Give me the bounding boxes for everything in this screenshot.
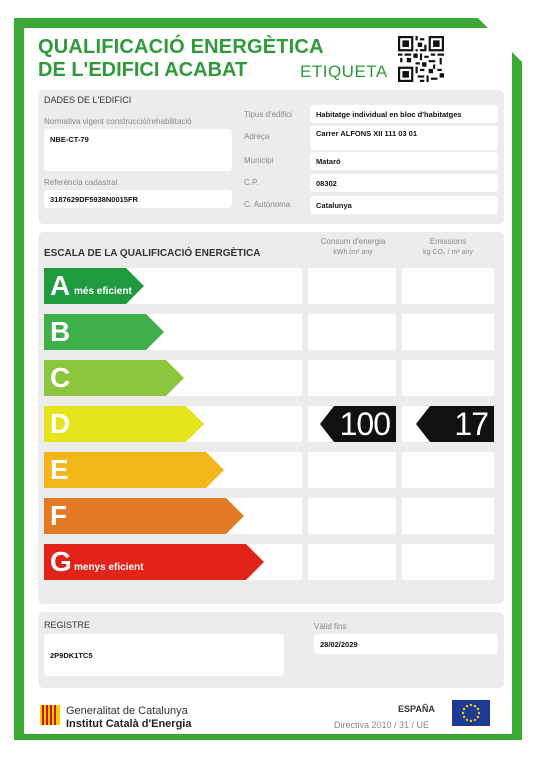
class-letter: E [50, 454, 69, 485]
eu-flag-icon [452, 700, 490, 726]
label-type: ETIQUETA [300, 62, 388, 81]
emissions-header-label: Emissions [429, 237, 467, 246]
eu-star [477, 708, 479, 710]
eu-star [466, 705, 468, 707]
eu-star [470, 704, 472, 706]
adreca-field: Carrer ALFONS XII 111 03 01 [310, 126, 498, 150]
consum-badge-value: 100 [339, 406, 390, 442]
municipi-label: Municipi [244, 156, 274, 165]
ca-label: C. Autònoma [244, 200, 291, 209]
emissions-cell [402, 360, 494, 396]
emissions-header-unit: kg CO₂ / m² any [423, 249, 473, 256]
consum-badge [320, 406, 396, 442]
building-data-title: DADES DE L'EDIFICI [44, 95, 132, 105]
registre-label: REGISTRE [44, 620, 91, 630]
title-line-1: QUALIFICACIÓ ENERGÈTICA [38, 36, 324, 58]
eu-star [474, 719, 476, 721]
country-label: ESPAÑA [398, 704, 435, 714]
energy-scale-panel [38, 232, 504, 604]
registre-panel [38, 612, 504, 688]
emissions-cell [402, 498, 494, 534]
eu-star [477, 716, 479, 718]
title-line-2: DE L'EDIFICI ACABAT [38, 59, 248, 81]
directive-label: Directiva 2010 / 31 / UE [334, 720, 430, 730]
referencia-field: 3187629DF5938N0015FR [44, 190, 232, 208]
eu-star [466, 719, 468, 721]
consum-cell [308, 360, 396, 396]
class-letter: C [50, 362, 71, 393]
consum-cell [308, 314, 396, 350]
ca-field: Catalunya [310, 196, 498, 214]
eu-star [462, 712, 464, 714]
consum-header-label: Consum d'energia [320, 237, 386, 246]
building-data-panel [38, 90, 504, 224]
cp-label: C.P. [244, 178, 259, 187]
emissions-cell [402, 314, 494, 350]
municipi-field: Mataró [310, 152, 498, 170]
referencia-label: Referència cadastral [44, 178, 118, 187]
scale-title: ESCALA DE LA QUALIFICACIÓ ENERGÈTICA [44, 248, 261, 259]
eu-star [474, 705, 476, 707]
cp-field: 08302 [310, 174, 498, 192]
emissions-cell [402, 268, 494, 304]
class-sub-label: més eficient [74, 286, 132, 297]
emissions-header [402, 236, 494, 258]
class-arrow-d [44, 406, 204, 442]
eu-star [463, 708, 465, 710]
class-letter: F [50, 500, 68, 531]
emissions-cell [402, 544, 494, 580]
class-arrow-b [44, 314, 164, 350]
normativa-label: Normativa vigent construcció/rehabilitació [44, 117, 192, 126]
valid-label: Vàlid fins [314, 622, 347, 631]
class-letter: D [50, 408, 71, 439]
emissions-cell [402, 452, 494, 488]
class-letter: G [50, 546, 72, 577]
label-frame [14, 18, 522, 740]
class-letter: B [50, 316, 71, 347]
class-arrow-e [44, 452, 224, 488]
eu-star [478, 712, 480, 714]
valid-field: 28/02/2029 [314, 634, 498, 654]
registre-field: 2P9DK1TC5 [44, 634, 284, 676]
qr-code-icon [398, 36, 444, 82]
tipus-label: Tipus d'edifici [244, 110, 292, 119]
class-arrow-a [44, 268, 144, 304]
class-arrow-shape [44, 452, 224, 488]
emissions-badge-value: 17 [454, 406, 488, 442]
consum-header-unit: kWh /m² any [333, 249, 373, 256]
consum-cell [308, 544, 396, 580]
class-arrow-c [44, 360, 184, 396]
class-letter: A [50, 270, 71, 301]
class-arrow-g [44, 544, 264, 580]
normativa-field: NBE-CT-79 [44, 129, 232, 171]
eu-stars-icon [452, 700, 490, 726]
class-sub-label: menys eficient [74, 562, 144, 573]
org-line-1: Generalitat de Catalunya [66, 705, 188, 717]
generalitat-logo-icon [40, 705, 60, 725]
adreca-label: Adreça [244, 132, 270, 141]
consum-header [308, 236, 398, 258]
org-line-2: Institut Català d'Energia [66, 718, 192, 730]
class-arrow-f [44, 498, 244, 534]
tipus-field: Habitatge individual en bloc d'habitatges [310, 105, 498, 123]
eu-star [470, 720, 472, 722]
class-arrow-shape [44, 498, 244, 534]
consum-cell [308, 268, 396, 304]
eu-star [463, 716, 465, 718]
label-body [24, 28, 512, 734]
emissions-badge [416, 406, 494, 442]
consum-cell [308, 452, 396, 488]
consum-cell [308, 498, 396, 534]
